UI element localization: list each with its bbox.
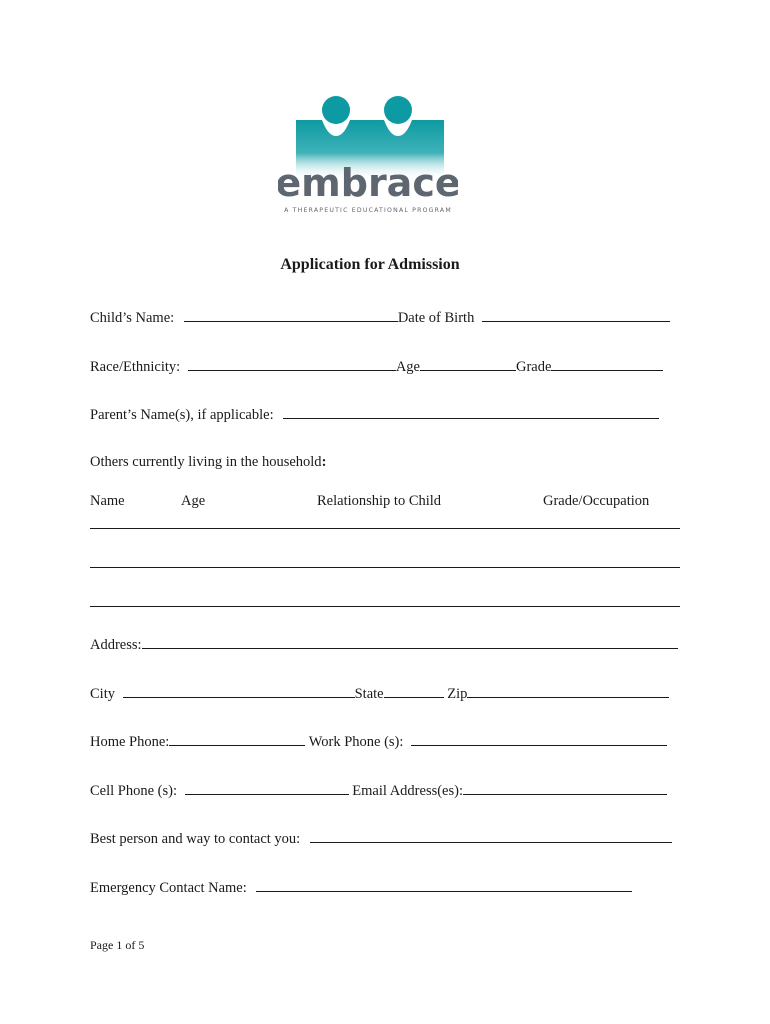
household-entry-line-2[interactable] [90, 567, 680, 568]
emergency-label: Emergency Contact Name: [90, 880, 247, 896]
best-contact-row [90, 829, 672, 848]
parents-field[interactable] [283, 405, 659, 419]
household-entry-line-3[interactable] [90, 606, 680, 607]
state-label: State [354, 686, 384, 702]
child-name-field[interactable] [184, 308, 398, 322]
best-contact-field[interactable] [310, 829, 672, 843]
household-entry-line-1[interactable] [90, 528, 680, 529]
home-phone-label: Home Phone: [90, 734, 170, 750]
race-label: Race/Ethnicity: [90, 359, 181, 375]
zip-field[interactable] [467, 684, 669, 698]
household-colon: : [321, 454, 327, 470]
household-header-grade-occupation: Grade/Occupation [543, 493, 650, 509]
address-field[interactable] [142, 635, 678, 649]
emergency-row [90, 878, 632, 897]
dob-label: Date of Birth [397, 310, 475, 326]
email-field[interactable] [463, 781, 667, 795]
work-phone-label: Work Phone (s): [308, 734, 404, 750]
race-row [90, 357, 663, 376]
child-name-label: Child’s Name: [90, 310, 175, 326]
embrace-logo [278, 92, 458, 216]
logo-tagline: A THERAPEUTIC EDUCATIONAL PROGRAM [284, 207, 452, 214]
address-label: Address: [90, 637, 142, 653]
age-field[interactable] [420, 357, 516, 371]
address-row [90, 635, 678, 654]
cell-phone-label: Cell Phone (s): [90, 783, 177, 799]
city-field[interactable] [123, 684, 355, 698]
home-phone-field[interactable] [169, 732, 305, 746]
parents-row [90, 405, 659, 424]
cell-phone-field[interactable] [185, 781, 349, 795]
child-name-row [90, 308, 670, 327]
city-label: City [90, 686, 115, 702]
city-row [90, 684, 669, 703]
best-contact-label: Best person and way to contact you: [90, 831, 301, 847]
parents-label: Parent’s Name(s), if applicable: [90, 407, 274, 423]
race-field[interactable] [188, 357, 396, 371]
emergency-field[interactable] [256, 878, 632, 892]
email-label: Email Address(es): [352, 783, 463, 799]
household-header-age: Age [181, 493, 206, 509]
work-phone-field[interactable] [411, 732, 667, 746]
household-header-name: Name [90, 493, 125, 509]
household-label: Others currently living in the household [90, 454, 322, 470]
grade-field[interactable] [551, 357, 663, 371]
cell-email-row [90, 781, 667, 800]
grade-label: Grade [516, 359, 552, 375]
household-heading [90, 454, 326, 471]
phone-row [90, 732, 667, 751]
page-number: Page 1 of 5 [90, 938, 145, 952]
logo-wordmark: embrace [278, 161, 458, 205]
dob-field[interactable] [482, 308, 670, 322]
puzzle-logo-icon [278, 92, 458, 216]
age-label: Age [395, 359, 420, 375]
page-title: Application for Admission [280, 256, 460, 273]
state-field[interactable] [384, 684, 444, 698]
zip-label: Zip [447, 686, 468, 702]
household-header-relationship: Relationship to Child [317, 493, 442, 509]
